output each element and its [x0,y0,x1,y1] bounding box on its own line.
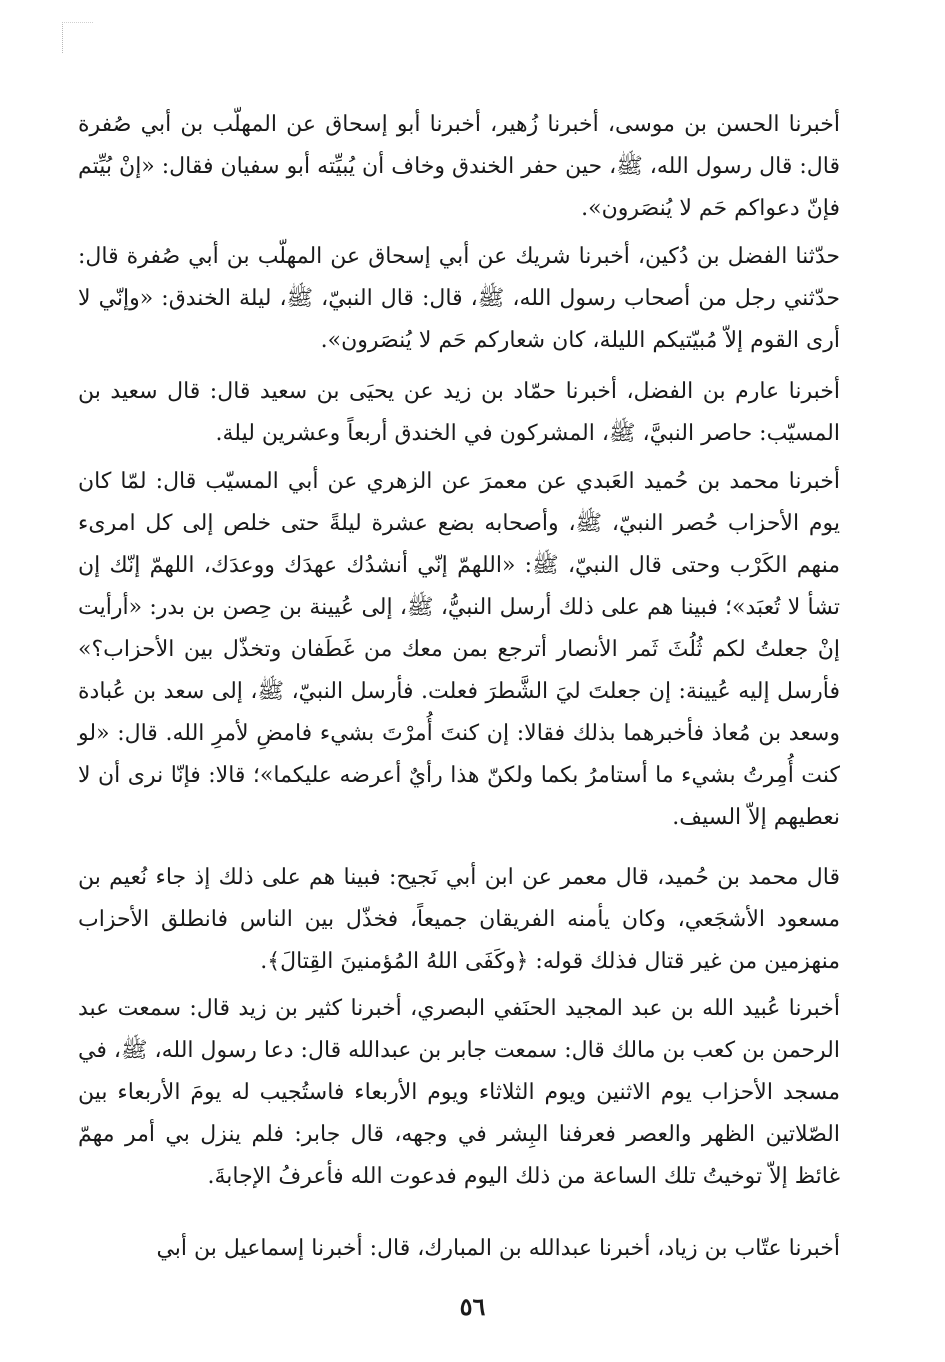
paragraph-4 [78,461,840,839]
paragraph-text: أخبرنا عارم بن الفضل، أخبرنا حمّاد بن زيد عن يحيَى بن سعيد قال: قال سعيد بن المسيّب: حاصر النبيَّ، ﷺ، المشركون في الخندق أربعاً وعشرين ليلة. [78,379,840,446]
paragraph-text: حدّثنا الفضل بن دُكين، أخبرنا شريك عن أبي إسحاق عن المهلّب بن أبي صُفرة قال: حدّثني رجل من أصحاب رسول الله، ﷺ، قال: قال النبيّ، ﷺ، ليلة الخندق: «وإنّي لا أرى القوم إلاّ مُبيّتيكم الليلة، كان شعاركم حَم لا يُنصَرون». [78,244,840,353]
paragraph-text: أخبرنا الحسن بن موسى، أخبرنا زُهير، أخبرنا أبو إسحاق عن المهلّب بن أبي صُفرة قال: قال رسول الله، ﷺ، حين حفر الخندق وخاف أن يُبيِّته أبو سفيان فقال: «إنْ بُيِّتم فإنّ دعواكم حَم لا يُنصَرون». [78,112,840,221]
paragraph-text: أخبرنا عتّاب بن زياد، أخبرنا عبدالله بن المبارك، قال: أخبرنا إسماعيل بن أبي [156,1236,840,1261]
paragraph-3 [78,371,840,455]
page-number: ٥٦ [459,1292,486,1321]
paragraph-6 [78,988,840,1198]
paragraph-5 [78,857,840,983]
scan-corner-marks [62,22,93,53]
paragraph-1 [78,104,840,230]
paragraph-7 [78,1228,840,1270]
paragraph-text: قال محمد بن حُميد، قال معمر عن ابن أبي نَجيح: فبينا هم على ذلك إذ جاء نُعيم بن مسعود الأشجَعي، وكان يأمنه الفريقان جميعاً، فخذّل بين الناس فانطلق الأحزاب منهزمين من غير قتال فذلك قوله: ﴿وكَفَى اللهُ المُؤمنينَ القِتالَ﴾. [78,865,840,974]
paragraph-2 [78,236,840,362]
paragraph-text: أخبرنا محمد بن حُميد العَبدي عن معمرَ عن الزهري عن أبي المسيّب قال: لمّا كان يوم الأحزاب حُصر النبيّ، ﷺ، وأصحابه بضع عشرة ليلةً حتى خلص إلى كل امرىء منهم الكَرْب وحتى قال النبيّ، ﷺ: «اللهمّ إنّي أنشدُك عهدَك ووعدَك، اللهمّ إنّك إن تشأ لا تُعبَد»؛ فبينا هم على ذلك أرسل النبيُّ، ﷺ، إلى عُيينة بن حِصن بن بدر: «أرأيت إنْ جعلتُ لكم ثُلُثَ ثَمر الأنصار أترجع بمن معك من غَطَفان وتخذّل بين الأحزاب؟» فأرسل إليه عُيينة: إن جعلتَ ليَ الشَّطرَ فعلت. فأرسل النبيّ، ﷺ، إلى سعد بن عُبادة وسعد بن مُعاذ فأخبرهما بذلك فقالا: إن كنتَ أُمرْتَ بشيء فامضِ لأمرِ الله. قال: «لو كنت أُمِرتُ بشيء ما أستامرُ بكما ولكنّ هذا رأيٌ أعرضه عليكما»؛ قالا: فإنّا نرى أن لا نعطيهم إلاّ السيف. [78,469,840,830]
paragraph-text: أخبرنا عُبيد الله بن عبد المجيد الحنَفي البصري، أخبرنا كثير بن زيد قال: سمعت عبد الرحمن بن كعب بن مالك قال: سمعت جابر بن عبدالله قال: دعا رسول الله، ﷺ، في مسجد الأحزاب يوم الاثنين ويوم الثلاثاء ويوم الأربعاء فاستُجيب له يومَ الأربعاء بين الصّلاتين الظهر والعصر فعرفنا البِشر في وجهه، قال جابر: فلم ينزل بي أمر مهمّ غائظ إلاّ توخيتُ تلك الساعة من ذلك اليوم فدعوت الله فأعرفُ الإجابةَ. [78,996,840,1189]
